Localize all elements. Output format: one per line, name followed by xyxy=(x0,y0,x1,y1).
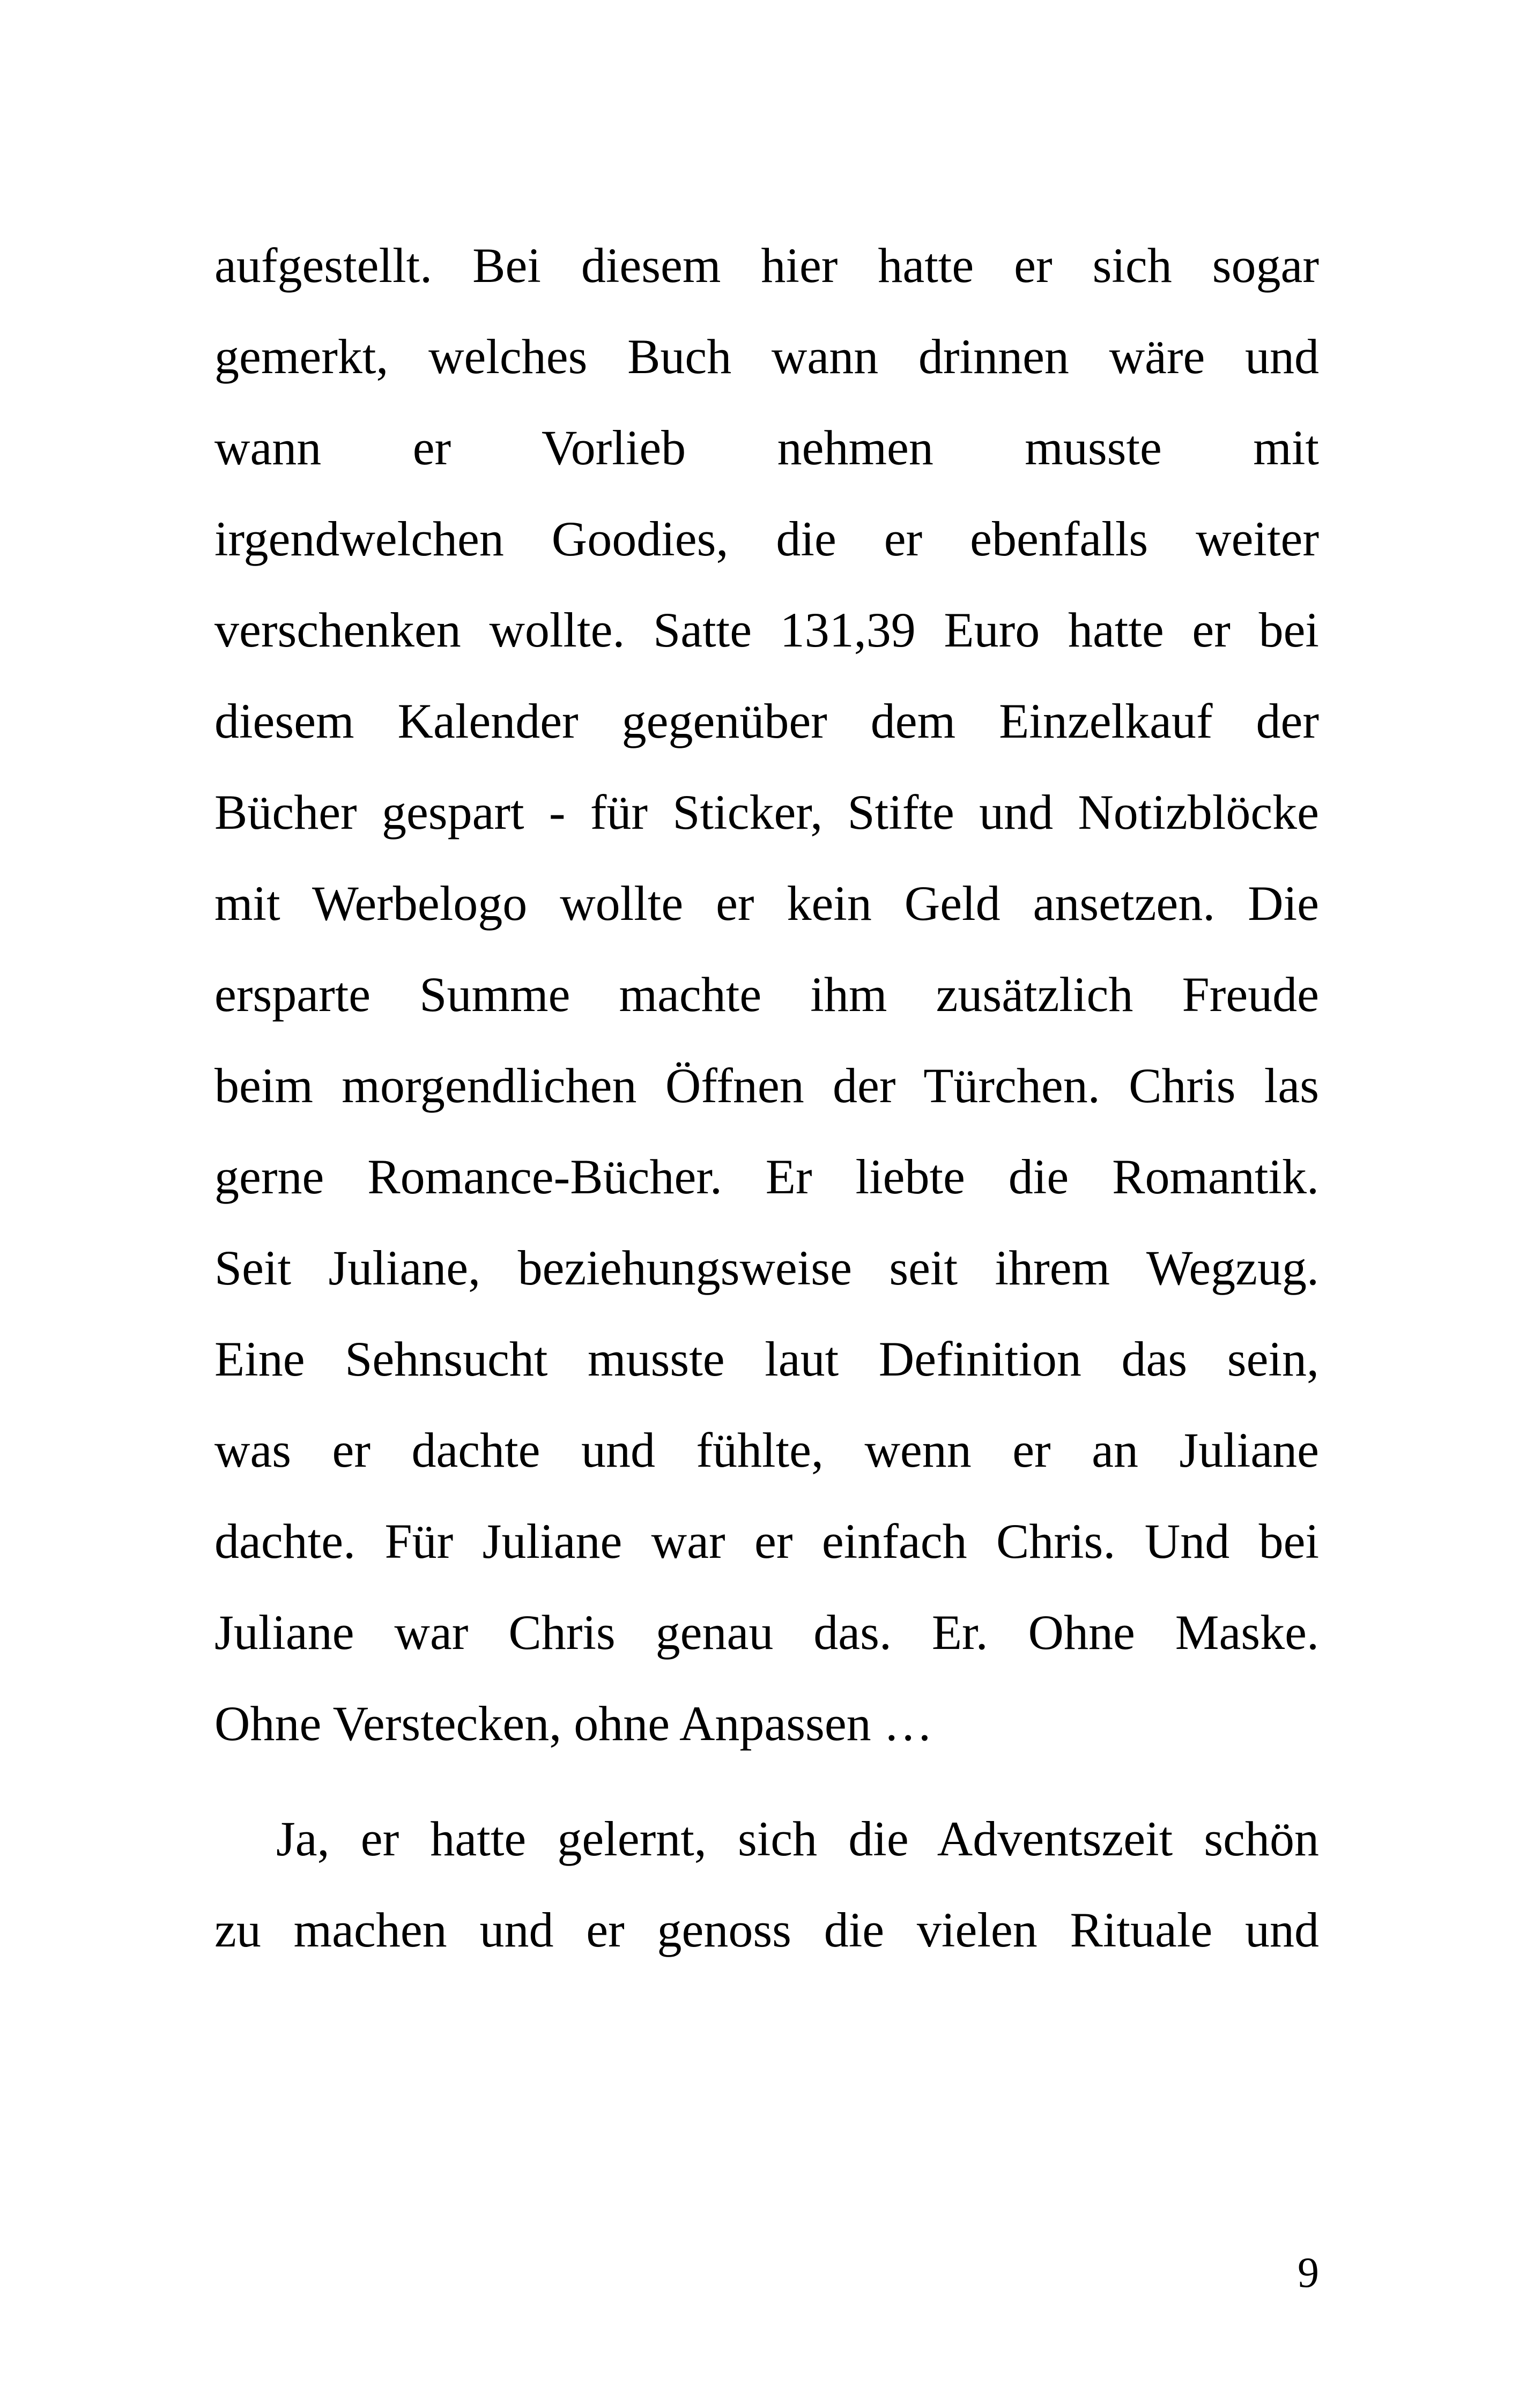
text-line: irgendwelchen Goodies, die er ebenfalls weiter xyxy=(214,511,1319,566)
text-line: gemerkt, welches Buch wann drinnen wäre und xyxy=(214,329,1319,384)
text-line: dachte. Für Juliane war er einfach Chris. Und bei xyxy=(214,1514,1319,1569)
text-line: was er dachte und fühlte, wenn er an Juliane xyxy=(214,1423,1319,1477)
paragraph-gap xyxy=(214,1769,1319,1793)
text-line: Seit Juliane, beziehungsweise seit ihrem Wegzug. xyxy=(214,1240,1319,1295)
text-line: beim morgendlichen Öffnen der Türchen. Chris las xyxy=(214,1058,1319,1113)
text-line: diesem Kalender gegenüber dem Einzelkauf der xyxy=(214,694,1319,748)
paragraph-1 xyxy=(214,220,1319,1769)
text-line: mit Werbelogo wollte er kein Geld ansetzen. Die xyxy=(214,876,1319,931)
text-line: ersparte Summe machte ihm zusätzlich Freude xyxy=(214,967,1319,1022)
text-line: Ohne Verstecken, ohne Anpassen … xyxy=(214,1696,933,1751)
text-line: Juliane war Chris genau das. Er. Ohne Maske. xyxy=(214,1605,1319,1660)
text-line: Ja, er hatte gelernt, sich die Adventszeit schön xyxy=(276,1811,1319,1866)
text-line: Bücher gespart - für Sticker, Stifte und Notizblöcke xyxy=(214,785,1319,839)
body-text xyxy=(214,220,1319,1975)
text-line: wann er Vorlieb nehmen musste mit xyxy=(214,420,1319,475)
text-line: Eine Sehnsucht musste laut Definition das sein, xyxy=(214,1332,1319,1386)
page-number: 9 xyxy=(1298,2249,1319,2296)
text-line: aufgestellt. Bei diesem hier hatte er sich sogar xyxy=(214,238,1319,293)
text-line: gerne Romance-Bücher. Er liebte die Romantik. xyxy=(214,1149,1319,1204)
text-line: verschenken wollte. Satte 131,39 Euro hatte er bei xyxy=(214,603,1319,657)
paragraph-2 xyxy=(214,1793,1319,1975)
text-line: zu machen und er genoss die vielen Rituale und xyxy=(214,1902,1319,1957)
